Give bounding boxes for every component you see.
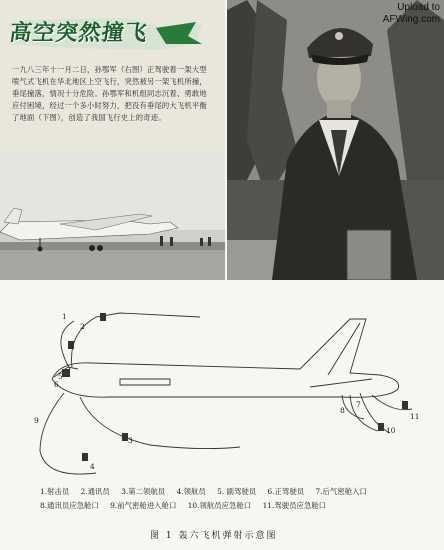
pilot-portrait-photo [227,0,444,280]
legend-item: 2.通讯员 [80,487,110,496]
magazine-page [0,0,225,280]
legend-item: 9.前气密舱进入舱口 [110,501,177,510]
article-body: 一九八三年十一月二日，孙鄂军（右图）正驾驶着一架大型喷气式飞机在华北地区上空飞行，突然被另一架飞机所撞，垂尾撞落，情况十分危险。孙鄂军和机组同志沉着、勇敢地应付困境，经过一个多小时努力，把没有垂尾的大飞机平衡了地面（下图），创造了我国飞行史上的奇迹。 [12,65,207,122]
diagram-label-6: 6 [54,380,59,389]
legend-row-1 [40,485,440,499]
legend-item: 3.第二领航员 [121,487,166,496]
diagram-label-5: 5 [58,372,63,381]
diagram-label-9: 9 [34,416,39,425]
diagram-label-1: 1 [62,312,67,321]
legend-item: 5. 副驾驶员 [217,487,257,496]
diagram-label-4: 4 [90,462,95,471]
diagram-label-3: 3 [128,436,133,445]
legend-item: 10.领航员应急舱口 [187,501,252,510]
article-headline: 高空突然撞飞 [7,20,150,46]
diagram-label-10: 10 [386,426,396,435]
legend-item: 8.通讯员应急舱口 [40,501,99,510]
diagram-label-7: 7 [356,400,361,409]
diagram-label-8: 8 [340,406,345,415]
figure-caption: 图 1 轰六飞机弹射示意图 [150,531,278,541]
legend-item: 7.后气密舱入口 [315,487,367,496]
watermark [383,2,440,26]
aircraft-photo [0,150,225,280]
diagram-legend [40,485,440,513]
watermark-line-1: Upload to [397,2,440,13]
legend-item: 4.领航员 [176,487,206,496]
legend-item: 11.驾驶员应急舱口 [262,501,327,510]
legend-item: 1.射击员 [40,487,70,496]
diagram-label-11: 11 [410,412,420,421]
legend-item: 6.正驾驶员 [267,487,305,496]
legend-row-2 [40,499,440,513]
watermark-line-2: AFWing.com [382,14,440,25]
diagram-label-2: 2 [80,322,85,331]
